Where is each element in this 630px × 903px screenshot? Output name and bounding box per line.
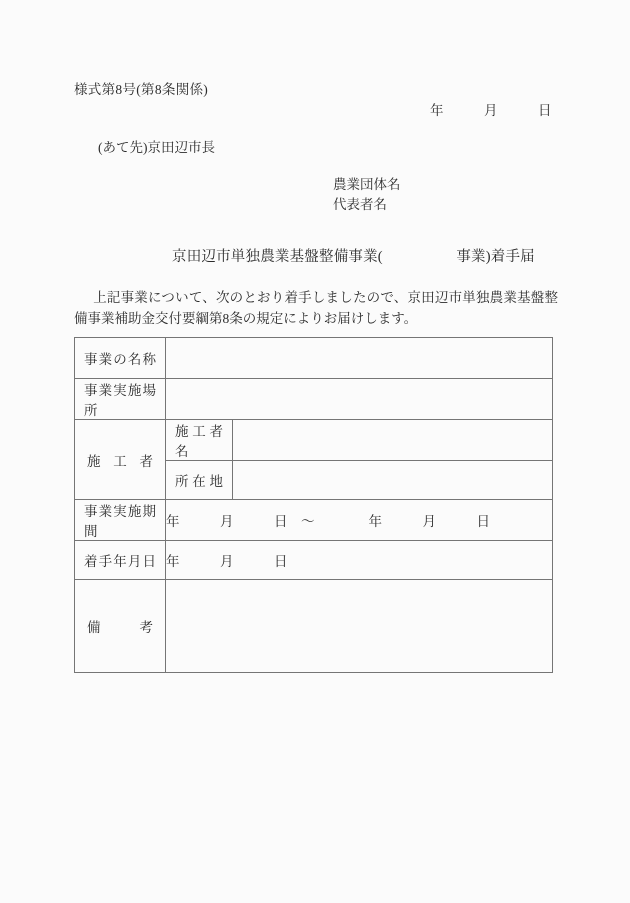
date-line: 年 月 日	[430, 103, 552, 118]
row-value-remarks[interactable]	[166, 580, 553, 673]
row-value-contractor-address[interactable]	[233, 461, 553, 500]
row-label-start-date	[75, 541, 166, 580]
row-value-start-date[interactable]: 年 月 日	[166, 541, 553, 580]
representative-name-label: 代表者名	[333, 197, 387, 212]
row-label-contractor	[75, 420, 166, 500]
row-value-project-location[interactable]	[166, 379, 553, 420]
row-value-project-name[interactable]	[166, 338, 553, 379]
body-line-2: 金交付要綱第8条の規定によりお届けします。	[141, 310, 418, 326]
label-text: 備考	[87, 620, 153, 635]
label-text: 事業実施場所	[84, 383, 156, 418]
table-row	[75, 338, 553, 379]
signature-block	[333, 175, 401, 215]
label-text: 所在地	[175, 474, 223, 489]
form-code: 様式第8号(第8条関係)	[74, 82, 209, 97]
table-row	[75, 541, 553, 580]
row-label-project-location	[75, 379, 166, 420]
table-row	[75, 500, 553, 541]
label-text: 事業実施期間	[84, 504, 156, 539]
table-row	[75, 420, 553, 461]
label-text: 施工者名	[175, 424, 223, 459]
table-row	[75, 379, 553, 420]
row-value-project-period[interactable]: 年 月 日 ～ 年 月 日	[166, 500, 553, 541]
row-label-contractor-address	[166, 461, 233, 500]
row-label-remarks	[75, 580, 166, 673]
label-text: 施工者	[87, 453, 153, 469]
row-label-contractor-name	[166, 420, 233, 461]
organization-name-label: 農業団体名	[333, 177, 401, 192]
body-paragraph	[74, 288, 558, 329]
row-value-contractor-name[interactable]	[233, 420, 553, 461]
notification-table	[74, 337, 553, 673]
row-label-project-period	[75, 500, 166, 541]
document-title: 京田辺市単独農業基盤整備事業( 事業)着手届	[172, 249, 535, 265]
table-row	[75, 580, 553, 673]
addressee-line: (あて先)京田辺市長	[98, 140, 215, 155]
label-text: 事業の名称	[84, 352, 156, 367]
row-label-project-name	[75, 338, 166, 379]
body-line-1: 上記事業について、次のとおり着手しましたので、京田辺市単独農業基盤整備事業補助	[74, 290, 558, 326]
label-text: 着手年月日	[84, 554, 156, 569]
